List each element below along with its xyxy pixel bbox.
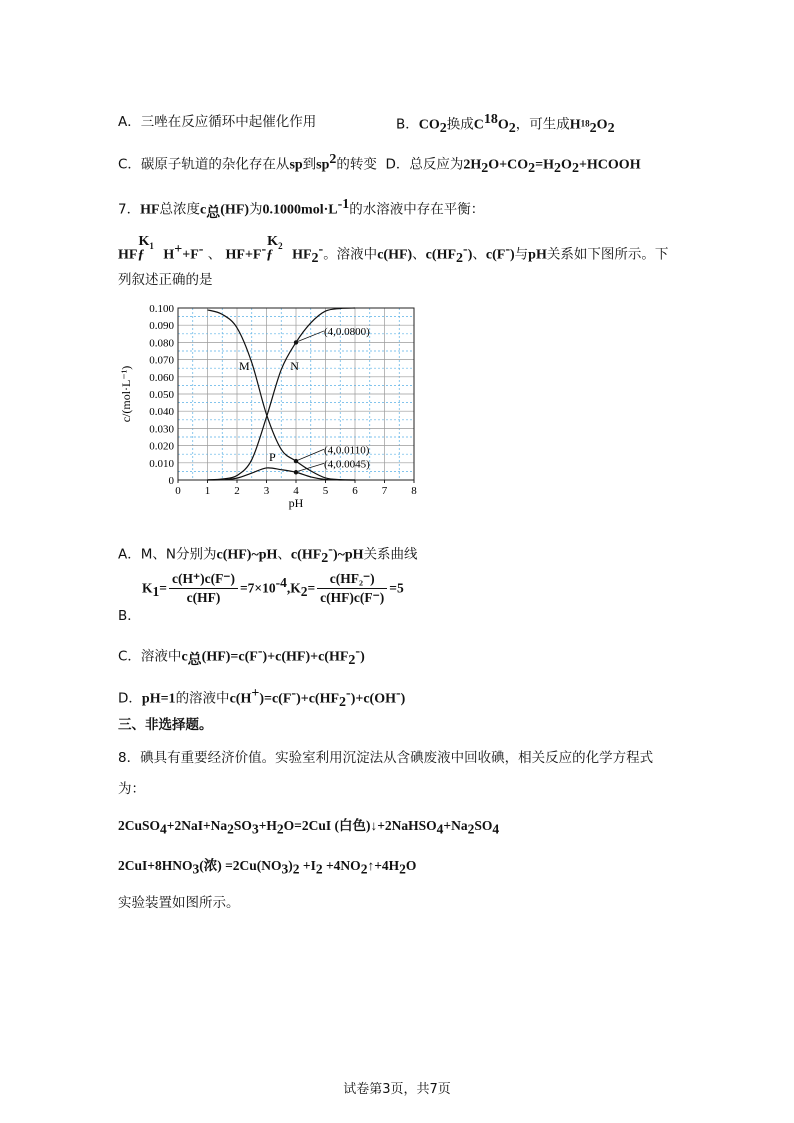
y-tick-label: 0.100 [149, 303, 174, 315]
q7-stem-cont: 列叙述正确的是 [118, 272, 213, 288]
x-tick-label: 6 [352, 485, 358, 497]
y-axis-label: c/(mol·L⁻¹) [119, 365, 133, 423]
annotation-point [294, 459, 298, 463]
q6-option-b: B．$CO_2$换成$C^{18}O_2$，可生成$H_{^{18}2}O_2$ [396, 112, 615, 137]
page-footer: 试卷第3页，共7页 [343, 1082, 451, 1097]
y-tick-label: 0 [168, 475, 174, 487]
annotation-arrow [298, 449, 324, 460]
y-tick-label: 0.010 [149, 457, 174, 470]
y-tick-label: 0.050 [149, 389, 174, 401]
q7-option-a: A．M、N分别为c(HF)~pH、$c(HF_2^-)\sim pH$关系曲线 [118, 542, 418, 567]
curve-label-M: M [239, 358, 250, 373]
q6-option-d: D．总反应为 [385, 156, 464, 173]
q7-option-d: D．pH=1的溶液中$c(H^+)=c(F^-)+c(HF_2^-)+c(OH^-)$ [118, 686, 406, 711]
q6-option-a-text: A．三唑在反应循环中起催化作用 [118, 114, 317, 130]
x-axis-label: pH [288, 496, 304, 510]
q6-option-a [118, 112, 316, 132]
y-tick-label: 0.090 [149, 320, 174, 333]
q8-stem: 8．碘具有重要经济价值。实验室利用沉淀法从含碘废液中回收碘，相关反应的化学方程式 [118, 750, 654, 766]
y-tick-label: 0.060 [149, 371, 174, 384]
y-tick-label: 0.030 [149, 423, 174, 436]
x-tick-label: 2 [234, 485, 240, 497]
y-tick-label: 0.040 [149, 406, 174, 419]
x-tick-label: 7 [381, 485, 388, 497]
x-tick-label: 0 [175, 485, 181, 497]
q7-stem: 7．HF总浓度$c_总(HF)$为$0.1000mol\cdot L^{-1}$的水溶液中存在平衡： [118, 197, 485, 222]
x-tick-label: 1 [204, 485, 211, 497]
annotation-label: (4,0.0800) [324, 325, 370, 338]
x-tick-label: 4 [293, 485, 299, 497]
y-tick-label: 0.020 [149, 440, 174, 453]
q8-reaction-1: $2CuSO_4+2NaI+Na_2SO_3+H_2O=2CuI$ (白色)$↓+2NaHSO_4+Na_2SO_4$ [118, 818, 500, 837]
curve-label-P: P [269, 450, 276, 465]
q7-option-b-formula: $K_1=$ $\frac{c(H^+)c(F^-)}{c(HF)}$ $=7\times 10^{-4},K_2=$ $\frac{\text{c(HF₂⁻)}}{c(HF)c(F^-)}$ =5 [142, 571, 404, 605]
q8-stem-end: 实验装置如图所示。 [118, 895, 240, 911]
annotation-label: (4,0.0045) [324, 458, 370, 471]
annotation-label: (4,0.0110) [324, 444, 370, 457]
y-tick-label: 0.070 [149, 354, 174, 367]
q6-option-c: C．碳原子轨道的杂化存在从sp到$sp^2$的转变 D．总反应为$2H_2O+CO_2=H_2O_2+HCOOH$ [118, 152, 641, 177]
x-tick-label: 5 [322, 485, 329, 497]
q8-reaction-2: $2CuI+8HNO_3$(浓) $=2Cu(NO_3)_2 +I_2$ $+4NO_2↑+4H_2O$ [118, 858, 417, 877]
x-tick-label: 3 [263, 485, 270, 497]
annotation-point [294, 340, 298, 344]
q7-equilibria: HFƒ$^{K_1}$ H++F- 、 $HF+F^-ƒ^{K_2}$ $HF_2^-$。溶液中c(HF)、$c(HF_2^-)$、c(F-)与pH关系如下图所示。下 [118, 234, 669, 267]
y-tick-label: 0.080 [149, 337, 174, 350]
curve-label-N: N [290, 358, 299, 373]
x-tick-label: 8 [411, 485, 417, 497]
section-title: 三、非选择题。 [118, 717, 213, 733]
q7-option-b-label: B． [118, 608, 141, 624]
concentration-ph-chart [118, 298, 428, 518]
annotation-point [294, 470, 298, 474]
q8-stem-cont: 为： [118, 781, 145, 797]
q7-option-c: C．溶液中$c_总(HF)=c(F^-)+c(HF)+c(HF_2^-)$ [118, 644, 365, 669]
